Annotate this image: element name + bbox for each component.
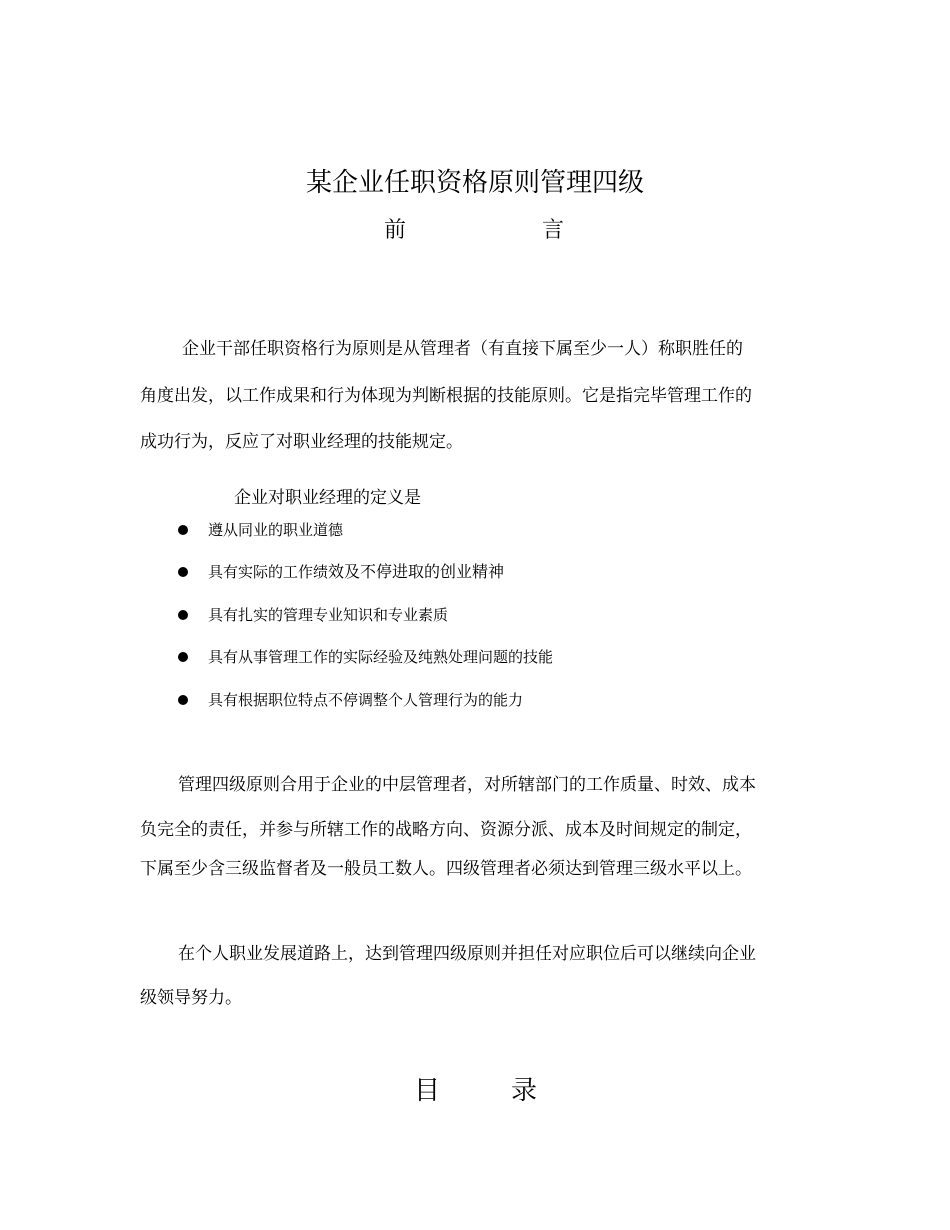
bullet-dot-icon (178, 525, 188, 535)
scope-line-2: 负完全的责任，并参与所辖工作的战略方向、资源分派、成本及时间规定的制定， (140, 820, 752, 840)
preface-heading-right: 言 (542, 218, 565, 243)
career-line-2: 级领导努力。 (140, 988, 242, 1008)
toc-heading-right: 录 (511, 1076, 538, 1106)
intro-line-2: 角度出发，以工作成果和行为体现为判断根据的技能原则。它是指完毕管理工作的 (140, 386, 752, 406)
document-title: 某企业任职资格原则管理四级 (305, 168, 644, 198)
list-item (178, 689, 523, 711)
list-item (178, 519, 343, 541)
list-item (178, 604, 448, 626)
scope-line-1: 管理四级原则合用于企业的中层管理者，对所辖部门的工作质量、时效、成本 (178, 775, 756, 795)
intro-line-3: 成功行为，反应了对职业经理的技能规定。 (140, 432, 463, 452)
scope-line-3: 下属至少含三级监督者及一般员工数人。四级管理者必须达到管理三级水平以上。 (140, 859, 752, 879)
bullet-dot-icon (178, 652, 188, 662)
list-item-text: 具有根据职位特点不停调整个人管理行为的能力 (208, 691, 524, 709)
toc-heading-left: 目 (414, 1076, 441, 1106)
definition-heading: 企业对职业经理的定义是 (234, 488, 421, 508)
bullet-dot-icon (178, 695, 188, 705)
list-item-text: 具有从事管理工作的实际经验及纯熟处理问题的技能 (208, 648, 554, 666)
preface-heading-left: 前 (384, 218, 407, 243)
list-item (178, 646, 553, 668)
list-item-text: 遵从同业的职业道德 (208, 521, 344, 539)
list-item-text-tail: 效及不停进取的创业精神 (328, 562, 505, 581)
list-item (178, 561, 504, 583)
list-item-text: 具有扎实的管理专业知识和专业素质 (208, 606, 449, 624)
bullet-dot-icon (178, 567, 188, 577)
bullet-dot-icon (178, 610, 188, 620)
list-item-text: 具有实际的工作绩 (208, 563, 329, 581)
intro-line-1: 企业干部任职资格行为原则是从管理者（有直接下属至少一人）称职胜任的 (182, 339, 743, 359)
career-line-1: 在个人职业发展道路上，达到管理四级原则并担任对应职位后可以继续向企业 (178, 944, 756, 964)
